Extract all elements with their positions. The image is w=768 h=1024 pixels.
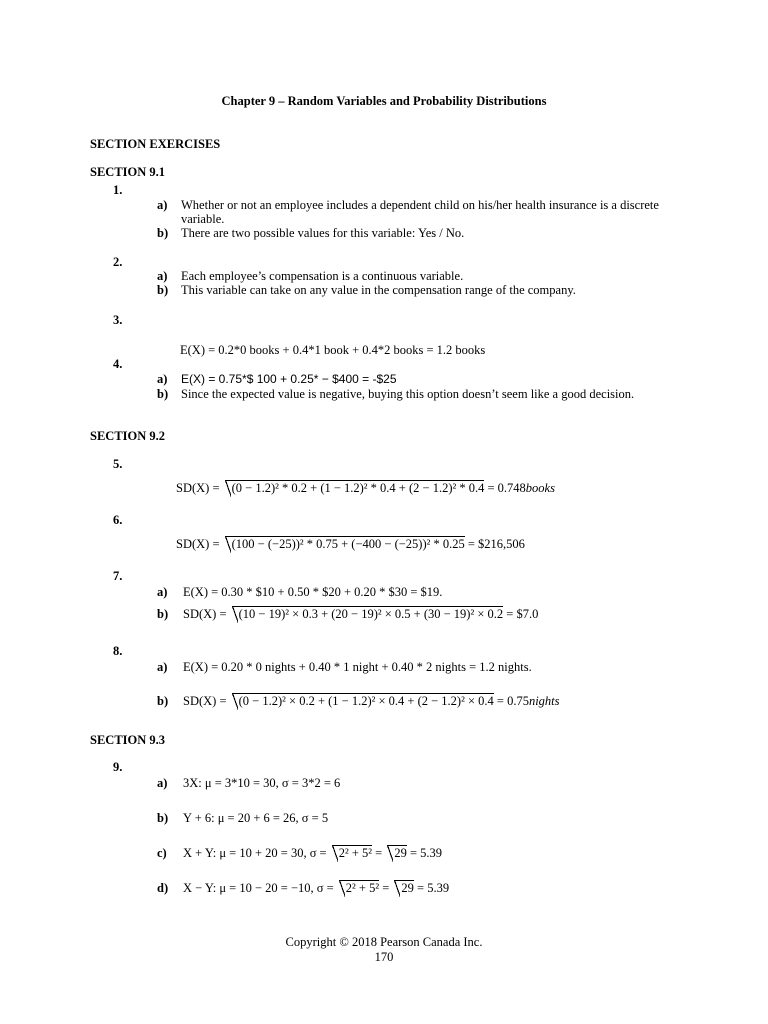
section-9-1-heading: SECTION 9.1 xyxy=(90,165,166,179)
q9-d-radical xyxy=(339,880,379,896)
q7-b-formula xyxy=(183,606,538,622)
section-exercises-heading: SECTION EXERCISES xyxy=(90,137,221,151)
q9-b-formula: Y + 6: μ = 20 + 6 = 26, σ = 5 xyxy=(183,811,329,825)
q9-c-radicand-2: 29 xyxy=(394,846,407,860)
q7-b-label: b) xyxy=(157,607,169,621)
q7-a-formula: E(X) = 0.30 * $10 + 0.50 * $20 + 0.20 * $30 = $19. xyxy=(183,585,443,599)
q3-formula: E(X) = 0.2*0 books + 0.4*1 book + 0.4*2 books = 1.2 books xyxy=(180,343,486,357)
q8-b-radicand: (0 − 1.2)² × 0.2 + (1 − 1.2)² × 0.4 + (2 − 1.2)² × 0.4 xyxy=(238,694,494,708)
q5-radical xyxy=(225,480,485,496)
q8-b-formula xyxy=(183,693,560,709)
q9-c-lhs: X + Y: μ = 10 + 20 = 30, σ = xyxy=(183,846,327,860)
question-6-number: 6. xyxy=(113,513,123,527)
q5-result: = 0.748 xyxy=(487,481,526,495)
q6-result: = $216,506 xyxy=(467,537,525,551)
copyright-notice: Copyright © 2018 Pearson Canada Inc. xyxy=(285,935,483,949)
q7-a-label: a) xyxy=(157,585,168,599)
q5-lhs: SD(X) = xyxy=(176,481,220,495)
q7-b-lhs: SD(X) = xyxy=(183,607,227,621)
q9-c-label: c) xyxy=(157,846,167,860)
q9-c-mid: = xyxy=(375,846,383,860)
q8-b-result: = 0.75 xyxy=(496,694,529,708)
q9-a-formula: 3X: μ = 3*10 = 30, σ = 3*2 = 6 xyxy=(183,776,341,790)
section-9-3-heading: SECTION 9.3 xyxy=(90,733,166,747)
q6-radical xyxy=(225,536,465,552)
question-8-number: 8. xyxy=(113,644,123,658)
q2-a-text: Each employee’s compensation is a continuous variable. xyxy=(181,269,464,283)
q1-a-label: a) xyxy=(157,198,168,212)
q9-d-radicand: 2² + 5² xyxy=(345,881,380,895)
question-5-number: 5. xyxy=(113,457,123,471)
q5-formula xyxy=(176,480,555,496)
q7-b-result: = $7.0 xyxy=(506,607,539,621)
q7-b-radicand: (10 − 19)² × 0.3 + (20 − 19)² × 0.5 + (30 − 19)² × 0.2 xyxy=(238,607,504,621)
q6-formula xyxy=(176,536,525,552)
q9-d-label: d) xyxy=(157,881,169,895)
q7-b-radical xyxy=(232,606,504,622)
q4-a-label: a) xyxy=(157,372,168,386)
q9-c-result: = 5.39 xyxy=(409,846,443,860)
q4-b-text: Since the expected value is negative, buying this option doesn’t seem like a good decision. xyxy=(181,387,635,401)
page-number: 170 xyxy=(374,950,394,964)
q2-a-label: a) xyxy=(157,269,168,283)
question-1-number: 1. xyxy=(113,183,123,197)
q9-b-label: b) xyxy=(157,811,169,825)
q8-a-formula: E(X) = 0.20 * 0 nights + 0.40 * 1 night + 0.40 * 2 nights = 1.2 nights. xyxy=(183,660,532,674)
q9-a-label: a) xyxy=(157,776,168,790)
q8-a-label: a) xyxy=(157,660,168,674)
question-3-number: 3. xyxy=(113,313,123,327)
q9-d-formula xyxy=(183,880,449,896)
q1-b-text: There are two possible values for this variable: Yes / No. xyxy=(181,226,465,240)
q6-lhs: SD(X) = xyxy=(176,537,220,551)
q9-c-radical xyxy=(332,845,372,861)
q1-b-label: b) xyxy=(157,226,169,240)
q9-d-lhs: X − Y: μ = 10 − 20 = −10, σ = xyxy=(183,881,334,895)
q4-b-label: b) xyxy=(157,387,169,401)
q9-c-radicand: 2² + 5² xyxy=(338,846,373,860)
q8-b-radical xyxy=(232,693,494,709)
chapter-title: Chapter 9 – Random Variables and Probability Distributions xyxy=(221,94,547,108)
q8-b-lhs: SD(X) = xyxy=(183,694,227,708)
q5-radicand: (0 − 1.2)² * 0.2 + (1 − 1.2)² * 0.4 + (2 − 1.2)² * 0.4 xyxy=(231,481,485,495)
q9-d-mid: = xyxy=(382,881,390,895)
question-2-number: 2. xyxy=(113,255,123,269)
q6-radicand: (100 − (−25))² * 0.75 + (−400 − (−25))² * 0.25 xyxy=(231,537,465,551)
q1-a-text: Whether or not an employee includes a dependent child on his/her health insurance is a discrete variable. xyxy=(181,198,659,226)
q2-b-label: b) xyxy=(157,283,169,297)
question-4-number: 4. xyxy=(113,357,123,371)
q2-b-text: This variable can take on any value in the compensation range of the company. xyxy=(181,283,576,297)
q8-b-label: b) xyxy=(157,694,169,708)
section-9-2-heading: SECTION 9.2 xyxy=(90,429,166,443)
q9-d-radicand-2: 29 xyxy=(401,881,414,895)
question-9-number: 9. xyxy=(113,760,123,774)
q9-c-radical-2 xyxy=(387,845,407,861)
question-7-number: 7. xyxy=(113,569,123,583)
q4-a-formula: E(X) = 0.75*$ 100 + 0.25* − $400 = -$25 xyxy=(181,372,397,386)
q8-b-unit: nights xyxy=(528,694,560,708)
q9-c-formula xyxy=(183,845,442,861)
q9-d-radical-2 xyxy=(394,880,414,896)
q9-d-result: = 5.39 xyxy=(417,881,450,895)
q5-unit: books xyxy=(525,481,555,495)
